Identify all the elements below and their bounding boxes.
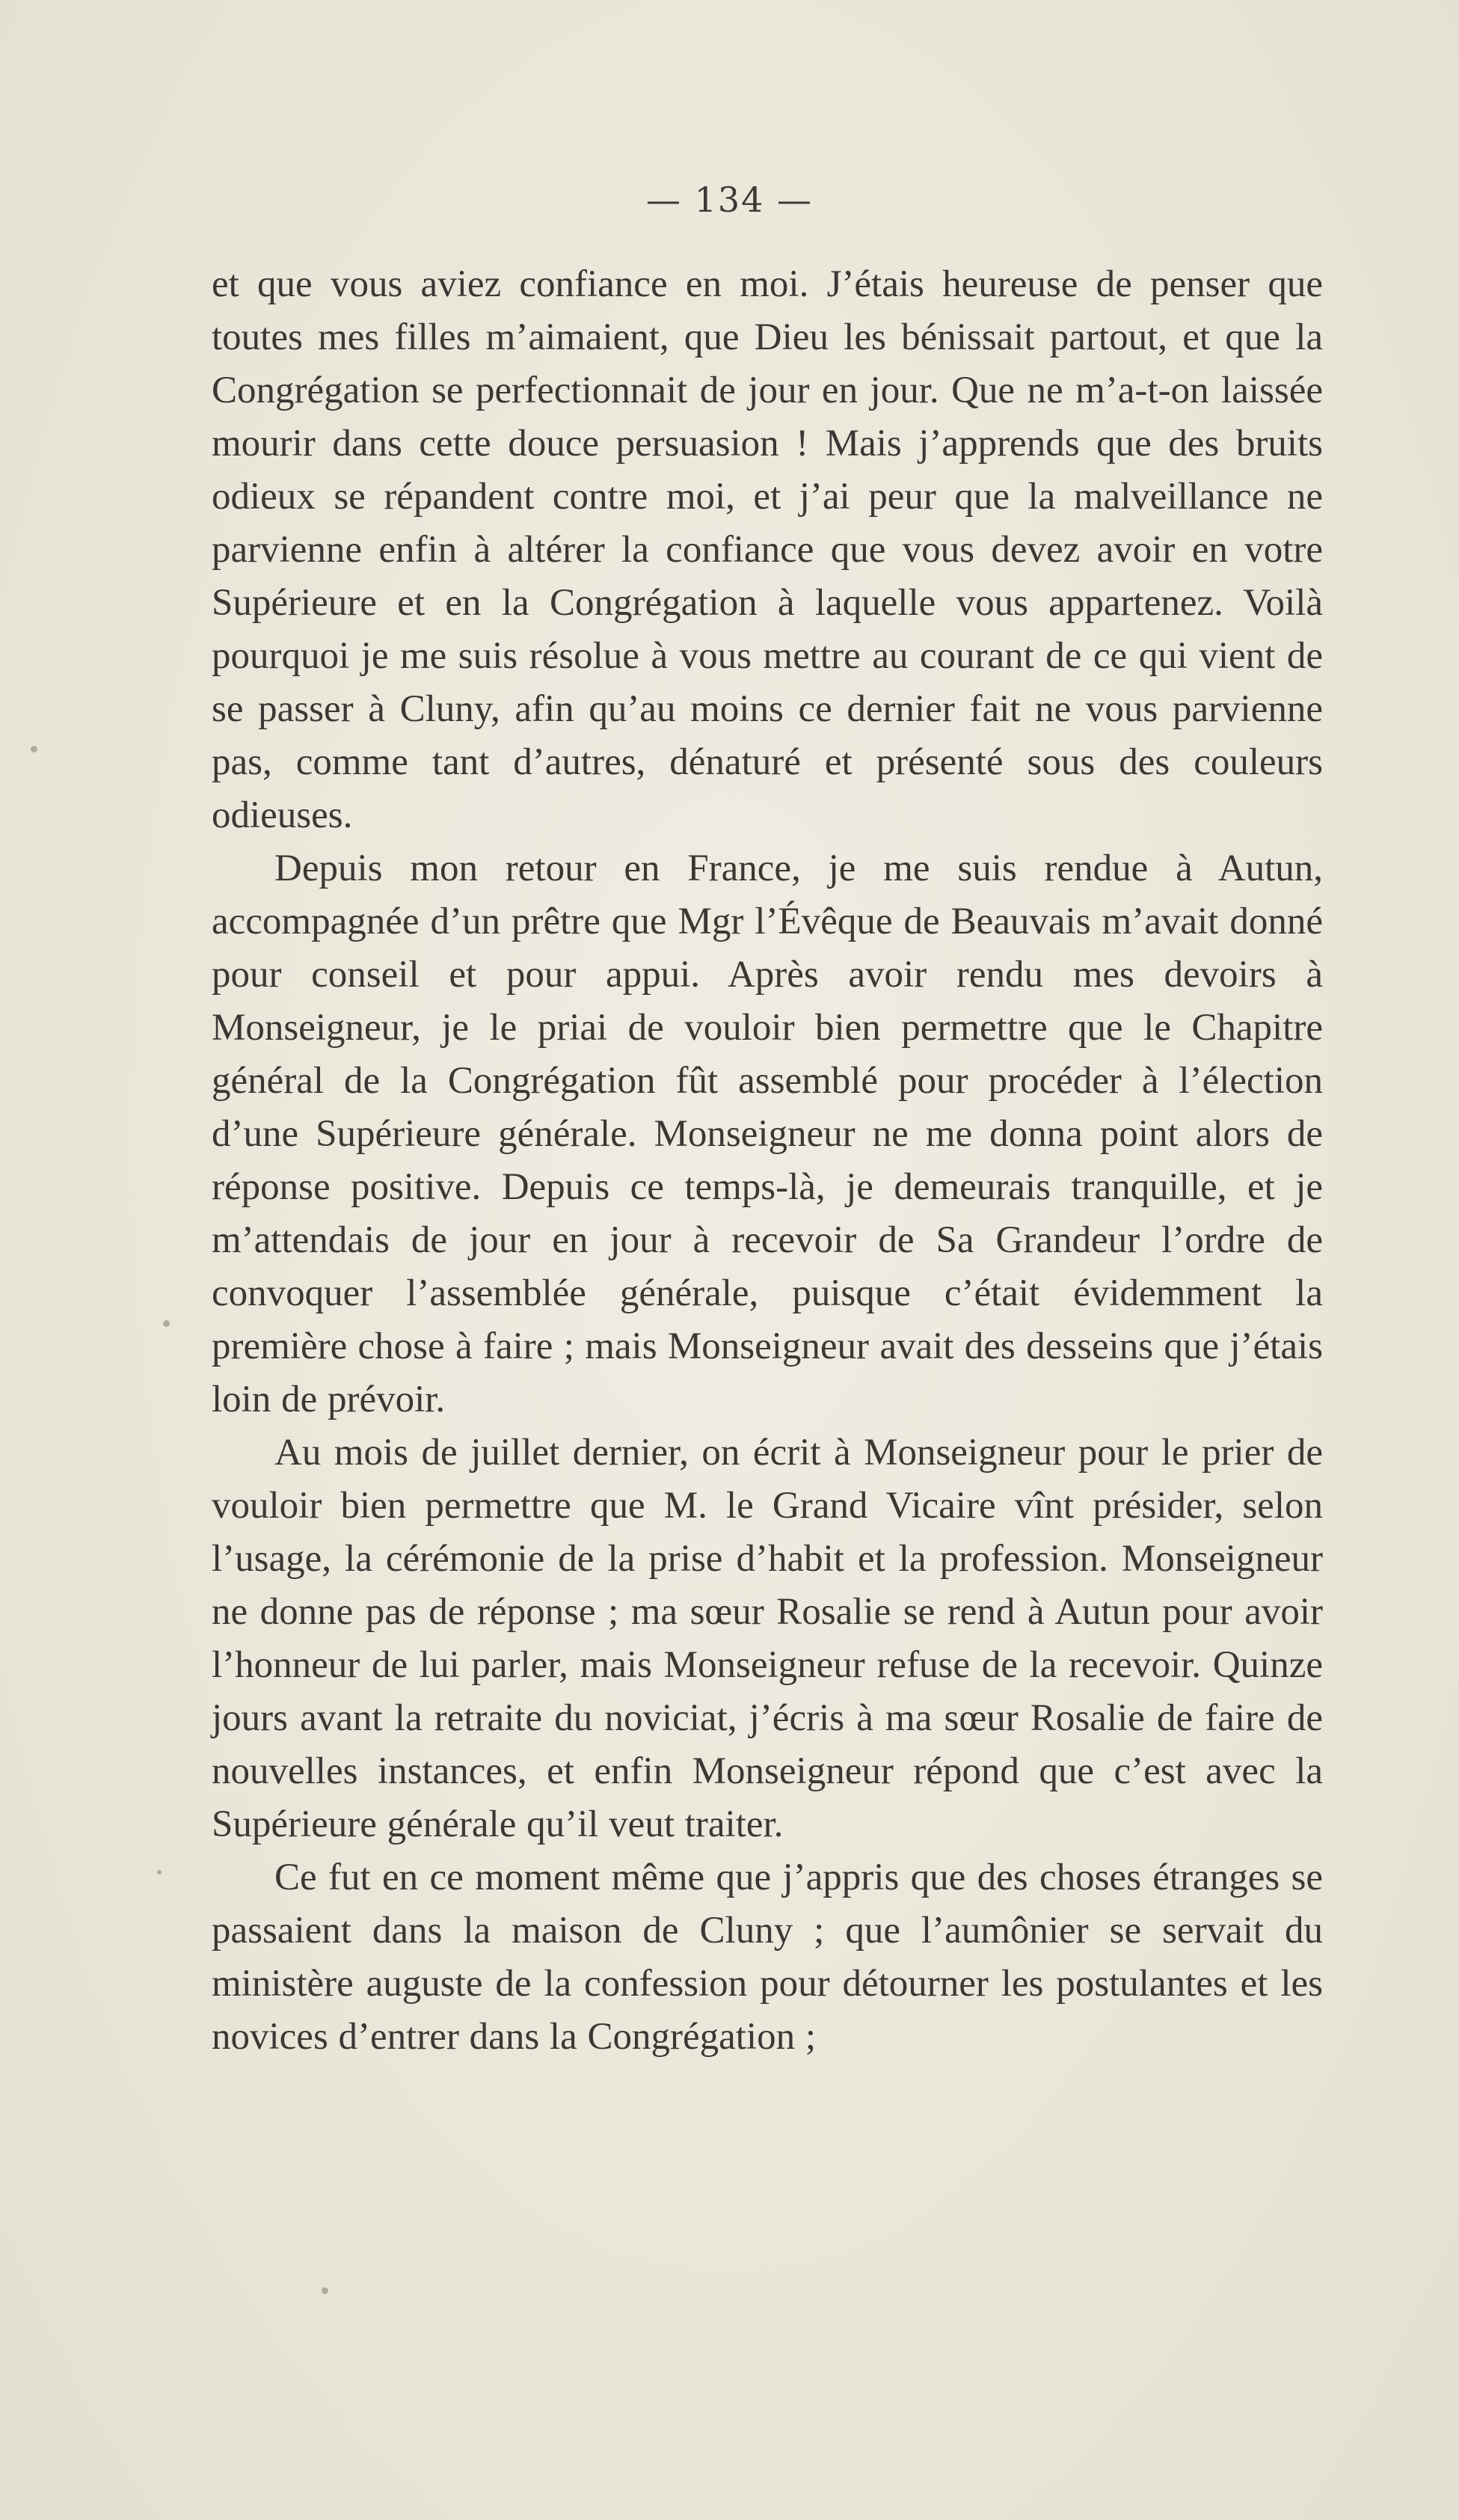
- body-text: [212, 258, 1323, 2064]
- paragraph-1: et que vous aviez confiance en moi. J’étais heureuse de penser que toutes mes filles m’aimaient, que Dieu les bénissait partout, et que la Congrégation se perfectionnait de jour en jour. Que ne m’a-t-on laissée mourir dans cette douce persuasion ! Mais j’apprends que des bruits odieux se répandent contre moi, et j’ai peur que la malveillance ne parvienne enfin à altérer la confiance que vous devez avoir en votre Supérieure et en la Congrégation à laquelle vous appartenez. Voilà pourquoi je me suis résolue à vous mettre au courant de ce qui vient de se passer à Cluny, afin qu’au moins ce dernier fait ne vous parvienne pas, comme tant d’autres, dénaturé et présenté sous des couleurs odieuses.: [212, 263, 1323, 836]
- ink-speck: [157, 1870, 162, 1874]
- ink-speck: [163, 1320, 170, 1327]
- ink-speck: [322, 2287, 328, 2294]
- paragraph-2: Depuis mon retour en France, je me suis rendue à Autun, accompagnée d’un prêtre que Mgr l’Évêque de Beauvais m’avait donné pour conseil et pour appui. Après avoir rendu mes devoirs à Monseigneur, je le priai de vouloir bien permettre que le Chapitre général de la Congrégation fût assemblé pour procéder à l’élection d’une Supérieure générale. Monseigneur ne me donna point alors de réponse positive. Depuis ce temps-là, je demeurais tranquille, et je m’attendais de jour en jour à recevoir de Sa Grandeur l’ordre de convoquer l’assemblée générale, puisque c’était évidemment la première chose à faire ; mais Monseigneur avait des desseins que j’étais loin de prévoir.: [212, 847, 1323, 1420]
- page-number: — 134 —: [645, 180, 814, 220]
- ink-speck: [31, 746, 37, 752]
- paragraph-3: Au mois de juillet dernier, on écrit à Monseigneur pour le prier de vouloir bien permettre que M. le Grand Vicaire vînt présider, selon l’usage, la cérémonie de la prise d’habit et la profession. Monseigneur ne donne pas de réponse ; ma sœur Rosalie se rend à Autun pour avoir l’honneur de lui parler, mais Monseigneur refuse de la recevoir. Quinze jours avant la retraite du noviciat, j’écris à ma sœur Rosalie de faire de nouvelles instances, et enfin Monseigneur répond que c’est avec la Supérieure générale qu’il veut traiter.: [212, 1432, 1323, 1845]
- paragraph-4: Ce fut en ce moment même que j’appris que des choses étranges se passaient dans la maison de Cluny ; que l’aumônier se servait du ministère auguste de la confession pour détourner les postulantes et les novices d’entrer dans la Congrégation ;: [212, 1857, 1323, 2058]
